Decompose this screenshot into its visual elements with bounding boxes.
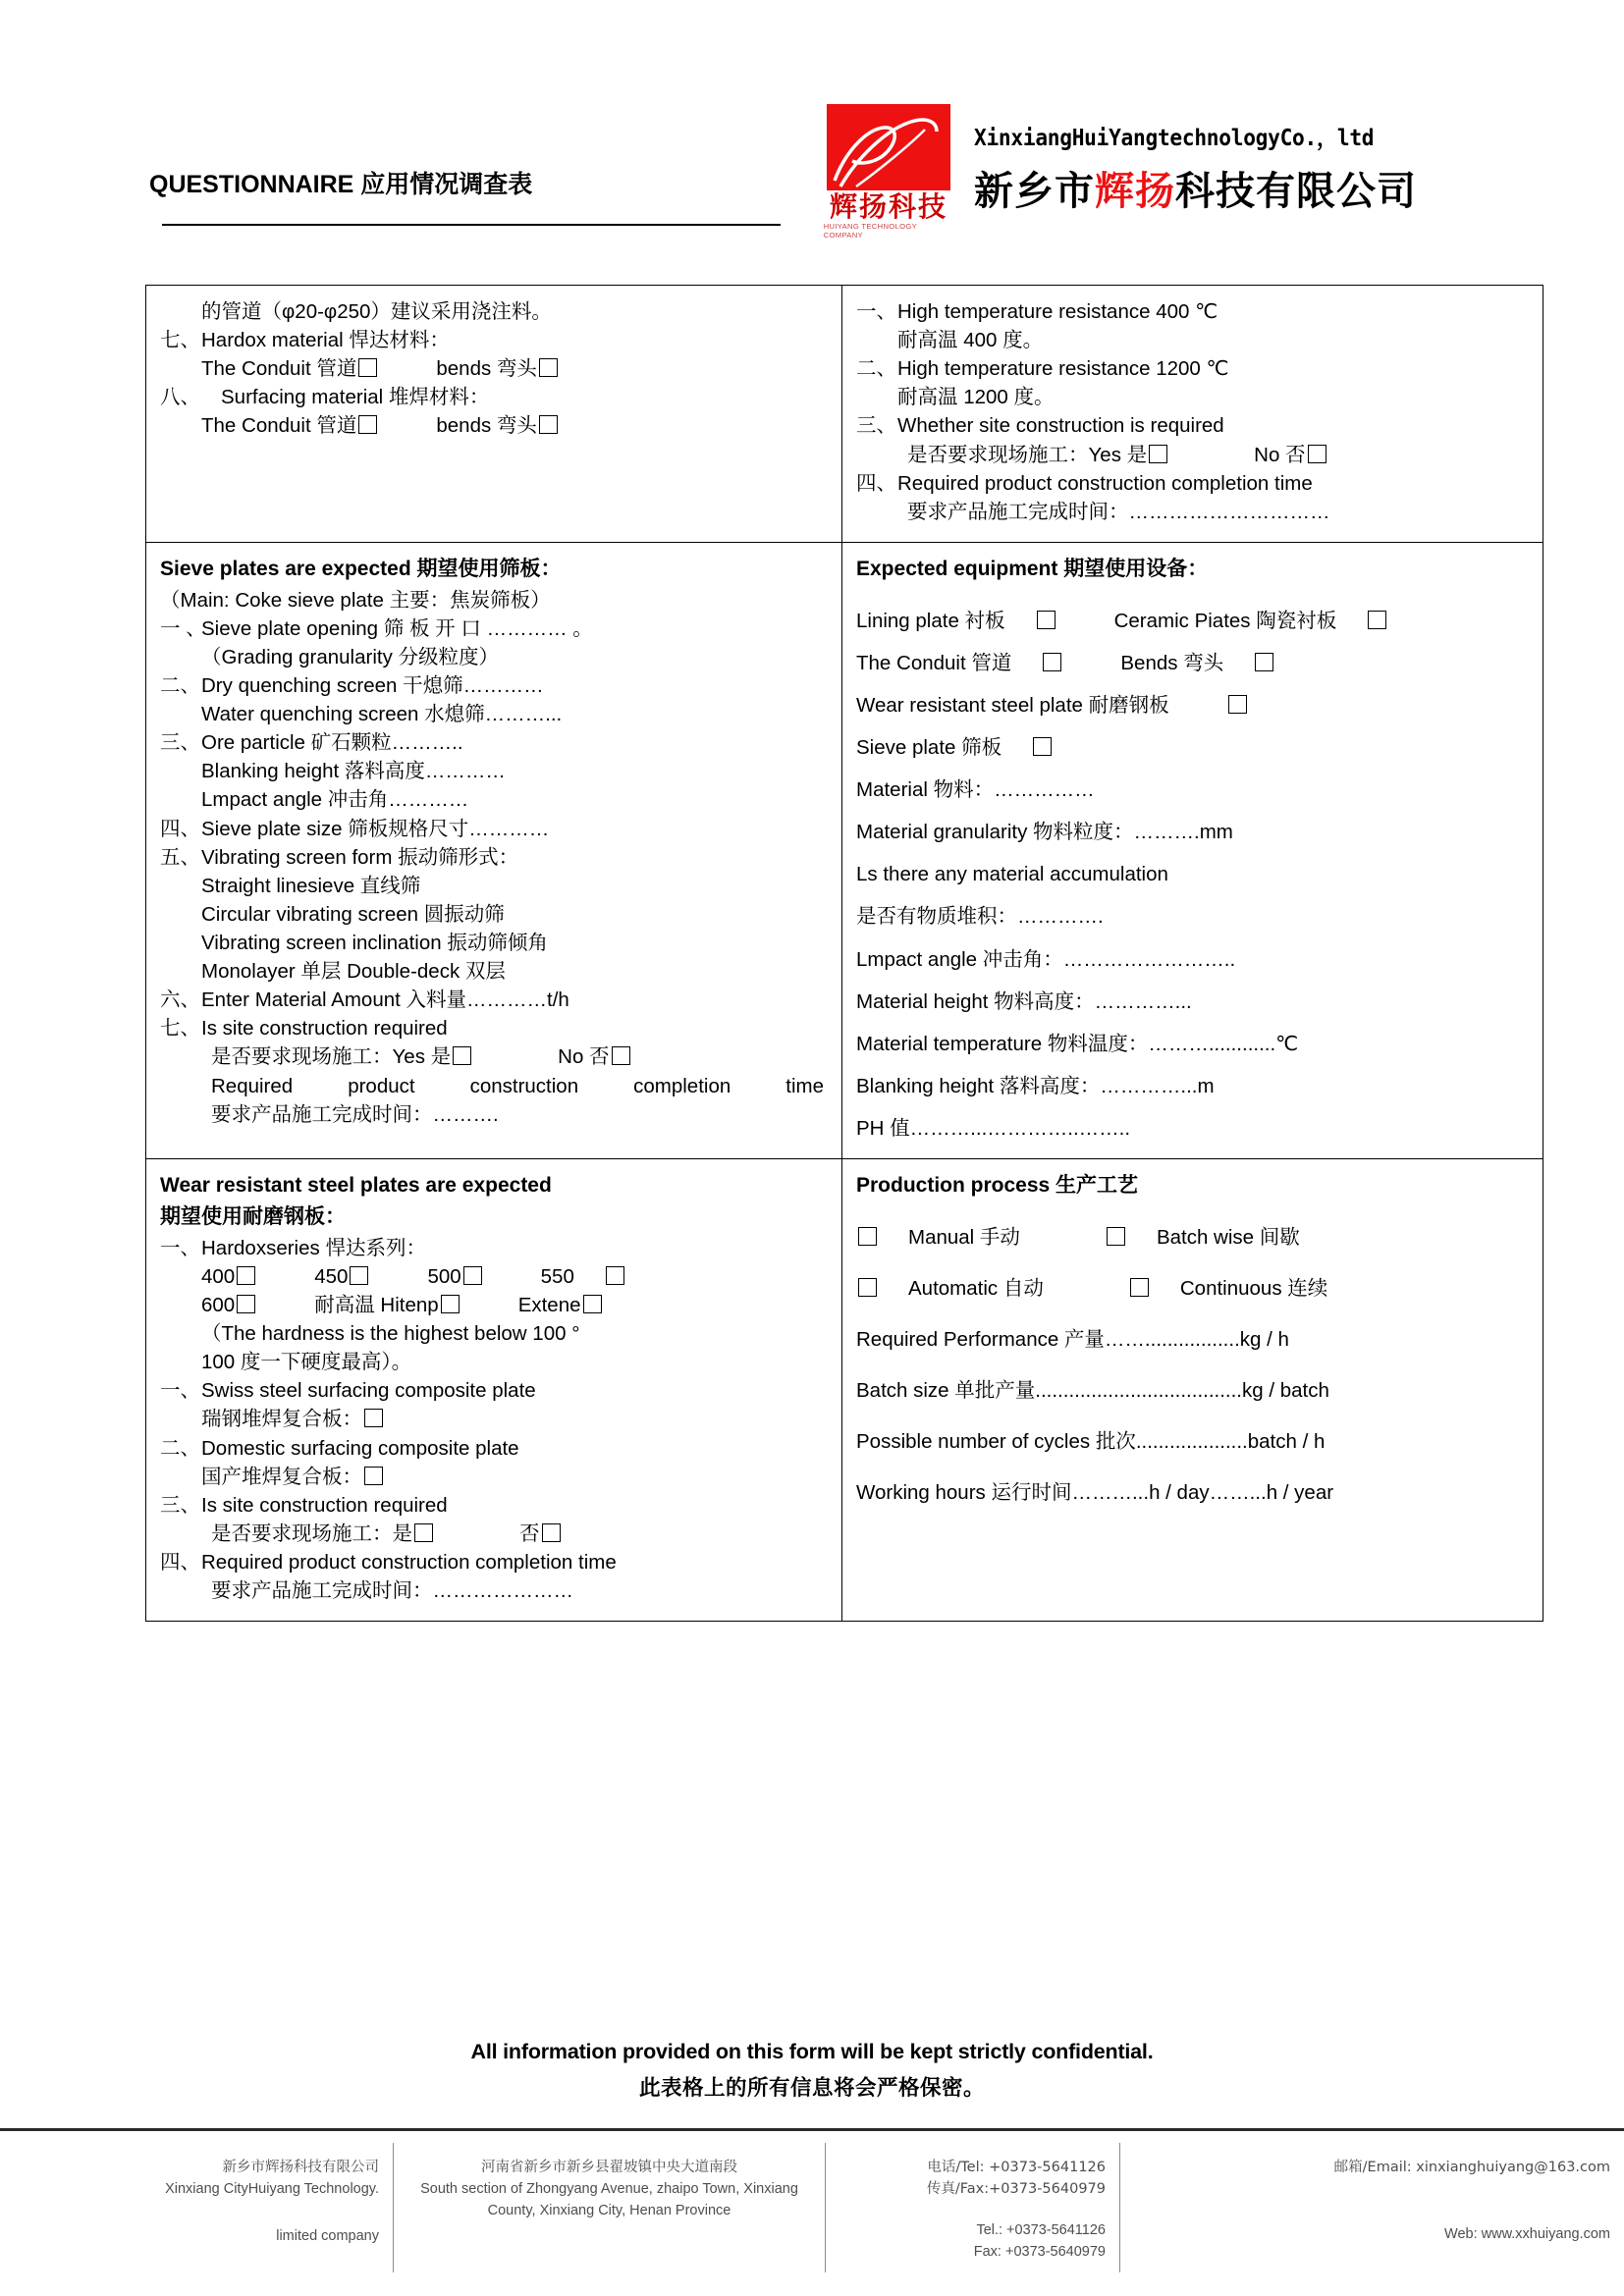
field-working-hours[interactable]: Working hours 运行时间………...h / day……...h / year: [856, 1481, 1334, 1505]
footer-tel-en: Tel.: +0373-5641126: [976, 2222, 1106, 2239]
wear-completion-time-blank[interactable]: …………………: [432, 1579, 573, 1603]
field-material-accumulation-cn[interactable]: 是否有物质堆积：………….: [856, 905, 1104, 929]
footer-fax-cn: 传真/Fax:+0373-5640979: [926, 2181, 1106, 2198]
wear-item-3: [160, 1434, 828, 1463]
sieve-completion-time-cn[interactable]: 要求产品施工完成时间：……….: [211, 1102, 499, 1126]
wear-item-2-label: Swiss steel surfacing composite plate: [201, 1379, 536, 1403]
temp-item-1-number: 一、: [856, 300, 896, 323]
sieve-subtitle: （Main: Coke sieve plate 主要：焦炭筛板）: [160, 588, 551, 612]
checkbox-wear-site-yes[interactable]: [414, 1523, 433, 1542]
hardox-grade-row-1: [160, 1262, 828, 1291]
footer-fax-en: Fax: +0373-5640979: [973, 2244, 1106, 2261]
grade-hitenp-label: 耐高温 Hitenp: [314, 1293, 439, 1316]
checkbox-surfacing-bends[interactable]: [539, 415, 558, 434]
field-blanking-height[interactable]: Blanking height 落料高度：…………...m: [856, 1074, 1215, 1097]
checkbox-hardox-400[interactable]: [237, 1266, 255, 1285]
company-logo: [825, 104, 952, 240]
page-title: QUESTIONNAIRE 应用情况调查表: [149, 171, 533, 198]
sieve-item-5-label: Vibrating screen form 振动筛形式：: [201, 845, 519, 869]
wear-completion-time-row: [160, 1576, 828, 1605]
item-8-conduit-label: The Conduit 管道: [201, 414, 357, 438]
page-footer: [0, 2143, 1624, 2272]
company-name-english: XinxiangHuiYangtechnologyCo.，ltd: [974, 126, 1375, 151]
item-8-surfacing: [160, 383, 828, 411]
sieve-item-5: [160, 843, 828, 872]
sieve-item-2: [160, 671, 828, 700]
checkbox-equipment-bends[interactable]: [1255, 653, 1273, 671]
confidentiality-text-cn: 此表格上的所有信息将会严格保密。: [638, 2076, 985, 2101]
checkbox-hardox-550[interactable]: [606, 1266, 624, 1285]
checkbox-lining-plate[interactable]: [1037, 611, 1056, 629]
sieve-site-yes-label: 是否要求现场施工：Yes 是: [211, 1045, 452, 1069]
checkbox-equipment-sieve-plate[interactable]: [1033, 737, 1052, 756]
checkbox-surfacing-conduit[interactable]: [358, 415, 377, 434]
checkbox-sieve-site-yes[interactable]: [453, 1046, 471, 1065]
site-construction-no-label: No 否: [1254, 443, 1306, 466]
sieve-item-2-sub[interactable]: Water quenching screen 水熄筛………...: [201, 703, 563, 726]
item-7-number: 七、: [160, 329, 200, 352]
wear-item-1-number: 一、: [160, 1236, 200, 1259]
checkbox-continuous[interactable]: [1130, 1278, 1149, 1297]
equipment-row-lining: [856, 607, 1529, 635]
sieve-item-4-label[interactable]: Sieve plate size 筛板规格尺寸…………: [201, 817, 550, 840]
sieve-item-6-number: 六、: [160, 988, 200, 1012]
temp-item-1-cn: 耐高温 400 度。: [897, 329, 1044, 352]
sieve-impact-angle[interactable]: Lmpact angle 冲击角…………: [201, 788, 469, 812]
footer-address-cn: 河南省新乡市新乡县翟坡镇中央大道南段: [481, 2160, 737, 2175]
item-7-conduit-label: The Conduit 管道: [201, 357, 357, 381]
wear-item-3-number: 二、: [160, 1436, 200, 1460]
field-material-temperature[interactable]: Material temperature 物料温度：………............℃: [856, 1032, 1299, 1055]
checkbox-sieve-site-no[interactable]: [612, 1046, 630, 1065]
sieve-section-title: Sieve plates are expected 期望使用筛板：: [160, 557, 562, 580]
completion-time-blank[interactable]: …………………………: [1128, 500, 1330, 523]
confidentiality-text-en: All information provided on this form will be kept strictly confidential.: [470, 2040, 1154, 2063]
checkbox-hardox-500[interactable]: [463, 1266, 482, 1285]
company-name-chinese: [974, 160, 1417, 216]
cell-temperature-requirements: [842, 286, 1543, 543]
wear-item-2: [160, 1376, 828, 1405]
spacer: [14, 2200, 379, 2225]
item-8-options: [160, 411, 828, 440]
temp-item-3-label: Whether site construction is required: [897, 414, 1224, 438]
grade-550-label: 550: [540, 1264, 574, 1288]
production-row-1: [856, 1223, 1529, 1252]
bends-label: Bends 弯头: [1120, 651, 1224, 674]
temp-item-4-label: Required product construction completion time: [897, 471, 1313, 495]
field-impact-angle[interactable]: Lmpact angle 冲击角：……………………..: [856, 947, 1236, 971]
equipment-section-title: Expected equipment 期望使用设备：: [856, 557, 1209, 580]
grade-600-label: 600: [201, 1293, 236, 1316]
wear-section-title-en: Wear resistant steel plates are expected: [160, 1174, 552, 1198]
field-material[interactable]: Material 物料：……………: [856, 778, 1095, 802]
table-row: [146, 542, 1543, 1158]
wear-item-4-label: Is site construction required: [201, 1493, 448, 1517]
footer-company-block: [0, 2143, 393, 2272]
item-7-hardox: [160, 326, 828, 354]
wear-site-construction-options: [160, 1520, 828, 1548]
wear-item-5-number: 四、: [160, 1550, 200, 1574]
sieve-item-7-number: 七、: [160, 1017, 200, 1041]
hardox-grade-row-2: [160, 1291, 828, 1319]
grade-450-label: 450: [314, 1264, 349, 1288]
footer-contact-block: [1119, 2143, 1624, 2272]
wear-item-2-cn-row: [160, 1405, 828, 1433]
sieve-item-4: [160, 815, 828, 843]
field-material-granularity[interactable]: Material granularity 物料粒度：……….mm: [856, 821, 1233, 844]
temp-item-1-label: High temperature resistance 400 ℃: [897, 300, 1218, 323]
cell-sieve-plates: [146, 542, 842, 1158]
footer-address-block: [393, 2143, 825, 2272]
hardness-note-en: （The hardness is the highest below 100 °: [201, 1322, 580, 1346]
checkbox-wear-resistant-plate[interactable]: [1228, 695, 1247, 714]
sieve-site-no-label: No 否: [558, 1045, 610, 1069]
production-row-2: [856, 1274, 1529, 1303]
checkbox-hardox-bends[interactable]: [539, 358, 558, 377]
temp-item-2-label: High temperature resistance 1200 ℃: [897, 357, 1229, 381]
checkbox-automatic[interactable]: [858, 1278, 877, 1297]
wear-item-3-label: Domestic surfacing composite plate: [201, 1436, 519, 1460]
footer-divider: [0, 2128, 1624, 2131]
temp-item-3-number: 三、: [856, 414, 896, 438]
cell-production-process: [842, 1159, 1543, 1622]
checkbox-site-construction-yes[interactable]: [1149, 445, 1167, 463]
field-required-performance[interactable]: Required Performance 产量…….................kg / h: [856, 1328, 1289, 1352]
sieve-completion-time-en: Required product construction completion time: [211, 1074, 824, 1097]
logo-english-tagline: HUIYANG TECHNOLOGY COMPANY: [823, 222, 917, 240]
field-batch-size[interactable]: Batch size 单批产量.....................................kg / batch: [856, 1379, 1329, 1403]
brand-cn-part1: 新乡市: [974, 169, 1095, 214]
completion-time-label: 要求产品施工完成时间：: [907, 500, 1129, 523]
spacer: [839, 2200, 1106, 2219]
sieve-item-3: [160, 728, 828, 757]
wear-site-no-label: 否: [519, 1522, 540, 1545]
wear-item-4-number: 三、: [160, 1493, 200, 1517]
table-row: [146, 1159, 1543, 1622]
logo-swoosh-icon: [827, 104, 950, 190]
hardness-note-cn: 100 度一下硬度最高）。: [201, 1351, 412, 1374]
lining-plate-label: Lining plate 衬板: [856, 609, 1005, 632]
field-material-height[interactable]: Material height 物料高度：…………...: [856, 989, 1192, 1013]
conduit-recommendation-line: 的管道（φ20-φ250）建议采用浇注料。: [201, 300, 552, 323]
sieve-plate-label: Sieve plate 筛板: [856, 736, 1002, 760]
temp-item-2: [856, 354, 1529, 383]
batch-wise-label: Batch wise 间歇: [1156, 1225, 1300, 1249]
field-ph-value[interactable]: PH 值………...…………..……..: [856, 1117, 1131, 1140]
wear-item-4: [160, 1491, 828, 1520]
sieve-item-1-sub: （Grading granularity 分级粒度）: [201, 645, 500, 668]
wear-item-5: [160, 1548, 828, 1576]
checkbox-hardox-600[interactable]: [237, 1295, 255, 1313]
conduit-label: The Conduit 管道: [856, 651, 1012, 674]
item-7-label: Hardox material 悍达材料：: [201, 329, 450, 352]
wear-item-1-label: Hardoxseries 悍达系列：: [201, 1236, 426, 1259]
field-number-of-cycles[interactable]: Possible number of cycles 批次....................batch / h: [856, 1430, 1326, 1454]
grade-500-label: 500: [427, 1264, 461, 1288]
checkbox-hardox-hitenp[interactable]: [441, 1295, 460, 1313]
footer-email[interactable]: 邮箱/Email: xinxianghuiyang@163.com: [1333, 2160, 1610, 2175]
temp-item-4: [856, 469, 1529, 498]
page-header: [0, 0, 1624, 240]
footer-phone-block: [825, 2143, 1119, 2272]
sieve-item-7-label: Is site construction required: [201, 1017, 448, 1041]
footer-company-en2: limited company: [276, 2228, 379, 2245]
temp-item-3-options: [856, 441, 1529, 469]
sieve-item-2-label[interactable]: Dry quenching screen 干熄筛…………: [201, 674, 544, 698]
sieve-screen-inclination[interactable]: Vibrating screen inclination 振动筛倾角: [201, 932, 548, 954]
temp-item-2-number: 二、: [856, 357, 896, 381]
confidentiality-notice: [0, 2040, 1624, 2102]
item-8-bends-label: bends 弯头: [436, 414, 537, 438]
sieve-item-3-number: 三、: [160, 731, 200, 755]
checkbox-manual[interactable]: [858, 1227, 877, 1246]
company-branding: [825, 104, 1417, 240]
footer-address-en-line1: South section of Zhongyang Avenue, zhaipo Town, Xinxiang: [420, 2181, 798, 2198]
cell-expected-equipment: [842, 542, 1543, 1158]
sieve-straight-linesieve[interactable]: Straight linesieve 直线筛: [201, 874, 421, 897]
sieve-item-3-label[interactable]: Ore particle 矿石颗粒………..: [201, 731, 463, 755]
grade-extene-label: Extene: [517, 1293, 581, 1316]
header-divider: [162, 224, 781, 226]
checkbox-swiss-composite-plate[interactable]: [364, 1409, 383, 1427]
brand-cn-part2: 科技有限公司: [1175, 169, 1417, 214]
wear-item-1: [160, 1234, 828, 1262]
checkbox-wear-site-no[interactable]: [542, 1523, 561, 1542]
temp-item-2-cn: 耐高温 1200 度。: [897, 386, 1055, 409]
checkbox-batch-wise[interactable]: [1107, 1227, 1125, 1246]
wear-item-5-label: Required product construction completion time: [201, 1550, 617, 1574]
footer-website[interactable]: Web: www.xxhuiyang.com: [1444, 2226, 1610, 2243]
manual-label: Manual 手动: [908, 1225, 1020, 1249]
sieve-item-1: [160, 614, 828, 643]
equipment-row-wear-plate: [856, 691, 1529, 720]
temp-item-1: [856, 297, 1529, 326]
item-7-options: [160, 354, 828, 383]
cell-wear-resistant-plates: [146, 1159, 842, 1622]
sieve-item-7: [160, 1014, 828, 1042]
questionnaire-table: [145, 285, 1543, 1622]
grade-400-label: 400: [201, 1264, 236, 1288]
sieve-item-1-label[interactable]: Sieve plate opening 筛 板 开 口 ………… 。: [201, 616, 593, 640]
checkbox-hardox-extene[interactable]: [583, 1295, 602, 1313]
logo-chinese-name: 辉扬科技: [829, 190, 947, 223]
item-7-bends-label: bends 弯头: [436, 357, 537, 381]
footer-tel-cn: 电话/Tel: +0373-5641126: [927, 2160, 1106, 2175]
sieve-layer-options[interactable]: Monolayer 单层 Double-deck 双层: [201, 960, 506, 984]
wear-site-yes-label: 是否要求现场施工：是: [211, 1522, 412, 1545]
wear-item-2-number: 一、: [160, 1379, 200, 1403]
sieve-item-6-label[interactable]: Enter Material Amount 入料量…………t/h: [201, 988, 569, 1012]
company-name-block: [974, 104, 1417, 216]
site-construction-yes-label: 是否要求现场施工：Yes 是: [907, 443, 1148, 466]
sieve-circular-screen[interactable]: Circular vibrating screen 圆振动筛: [201, 902, 505, 926]
domestic-plate-label: 国产堆焊复合板：: [201, 1465, 362, 1488]
production-section-title: Production process 生产工艺: [856, 1174, 1139, 1198]
wear-completion-time-label: 要求产品施工完成时间：: [211, 1579, 433, 1603]
table-row: [146, 286, 1543, 543]
sieve-item-6: [160, 986, 828, 1014]
ceramic-plates-label: Ceramic Piates 陶瓷衬板: [1113, 609, 1337, 632]
continuous-label: Continuous 连续: [1179, 1277, 1328, 1301]
checkbox-ceramic-plates[interactable]: [1368, 611, 1386, 629]
temp-item-4-number: 四、: [856, 471, 896, 495]
temp-item-4-cn: [856, 498, 1529, 526]
checkbox-equipment-conduit[interactable]: [1043, 653, 1061, 671]
footer-company-cn: 新乡市辉扬科技有限公司: [222, 2160, 379, 2175]
swiss-plate-label: 瑞钢堆焊复合板：: [201, 1408, 362, 1431]
checkbox-hardox-conduit[interactable]: [358, 358, 377, 377]
spacer: [1134, 2178, 1610, 2204]
sieve-item-4-number: 四、: [160, 817, 200, 840]
sieve-item-5-number: 五、: [160, 845, 200, 869]
automatic-label: Automatic 自动: [908, 1277, 1044, 1301]
item-8-number: 八、: [160, 386, 200, 409]
sieve-item-2-number: 二、: [160, 674, 200, 698]
checkbox-domestic-composite-plate[interactable]: [364, 1467, 383, 1485]
wear-plate-label: Wear resistant steel plate 耐磨钢板: [856, 693, 1169, 717]
checkbox-hardox-450[interactable]: [350, 1266, 368, 1285]
footer-address-en-line2: County, Xinxiang City, Henan Province: [487, 2203, 731, 2219]
cell-hardox-surfacing: [146, 286, 842, 543]
label-material-accumulation-en: Ls there any material accumulation: [856, 863, 1168, 886]
equipment-row-sieve: [856, 733, 1529, 762]
equipment-row-conduit: [856, 649, 1529, 677]
sieve-blanking-height[interactable]: Blanking height 落料高度…………: [201, 760, 506, 783]
temp-item-3: [856, 411, 1529, 440]
item-8-label: Surfacing material 堆焊材料：: [221, 386, 490, 409]
brand-cn-highlight: 辉扬: [1095, 169, 1175, 214]
wear-section-title-cn: 期望使用耐磨钢板：: [160, 1204, 346, 1228]
sieve-site-construction-options: [160, 1042, 828, 1071]
footer-company-en: Xinxiang CityHuiyang Technology.: [165, 2181, 379, 2198]
sieve-item-1-number: 一 、: [160, 616, 206, 640]
spacer: [1134, 2204, 1610, 2223]
wear-item-3-cn-row: [160, 1463, 828, 1491]
checkbox-site-construction-no[interactable]: [1308, 445, 1326, 463]
